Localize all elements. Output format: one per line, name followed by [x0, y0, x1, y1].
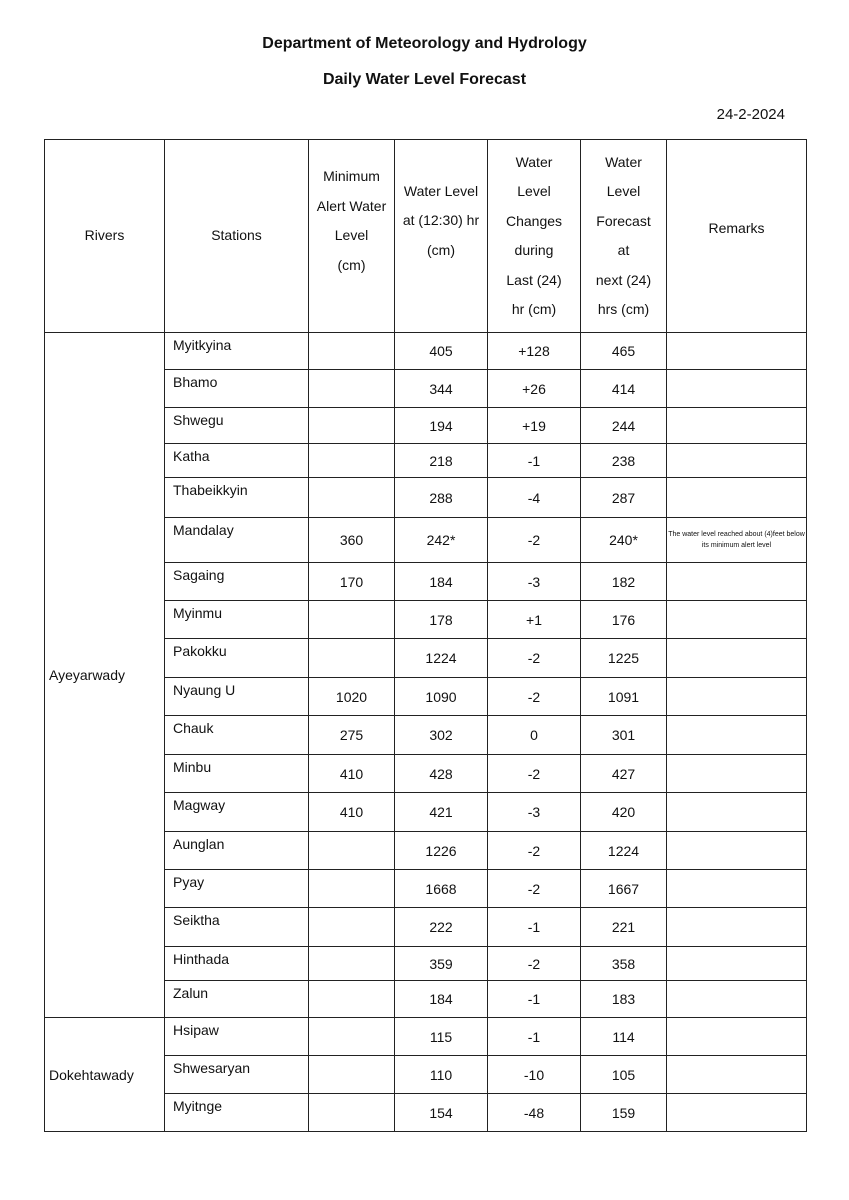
water-level-table [44, 139, 807, 1132]
min-alert-level: 275 [309, 716, 395, 755]
forecast-value: 420 [581, 793, 667, 832]
remark-text [667, 370, 807, 408]
station-name: Hsipaw [165, 1018, 309, 1056]
forecast-subtitle: Daily Water Level Forecast [322, 71, 527, 88]
level-change-value: -3 [488, 793, 581, 832]
header-line: hrs (cm) [597, 301, 650, 317]
header-water-level [395, 140, 488, 333]
level-change-value: -2 [488, 518, 581, 563]
water-level-value: 154 [395, 1094, 488, 1132]
station-name: Pakokku [165, 639, 309, 678]
min-alert-level: 1020 [309, 678, 395, 716]
header-line: at [617, 242, 630, 258]
station-name: Shwegu [165, 408, 309, 444]
level-change-value: -2 [488, 947, 581, 981]
station-name: Zalun [165, 981, 309, 1018]
forecast-value: 1224 [581, 832, 667, 870]
station-name: Pyay [165, 870, 309, 908]
min-alert-level [309, 408, 395, 444]
min-alert-level [309, 947, 395, 981]
forecast-value: 358 [581, 947, 667, 981]
river-name: Ayeyarwady [45, 333, 165, 1018]
header-line: Last (24) [506, 271, 562, 288]
level-change-value: -2 [488, 832, 581, 870]
remark-text [667, 716, 807, 755]
water-level-value: 222 [395, 908, 488, 947]
water-level-value: 1224 [395, 639, 488, 678]
forecast-value: 1225 [581, 639, 667, 678]
min-alert-level [309, 1018, 395, 1056]
header-rivers [45, 140, 165, 333]
forecast-value: 427 [581, 755, 667, 793]
header-line: Water [605, 153, 642, 170]
station-name: Bhamo [165, 370, 309, 408]
header-line: Level [606, 183, 641, 199]
water-level-value: 184 [395, 981, 488, 1018]
station-name: Minbu [165, 755, 309, 793]
remark-text [667, 563, 807, 601]
forecast-value: 182 [581, 563, 667, 601]
min-alert-level [309, 601, 395, 639]
forecast-value: 301 [581, 716, 667, 755]
station-name: Mandalay [165, 518, 309, 563]
water-level-value: 1090 [395, 678, 488, 716]
header-line: (cm) [337, 256, 366, 273]
forecast-value: 244 [581, 408, 667, 444]
water-level-value: 178 [395, 601, 488, 639]
header-line: Alert Water [316, 197, 387, 214]
min-alert-level [309, 370, 395, 408]
header-row [45, 140, 807, 333]
remark-text [667, 601, 807, 639]
forecast-value: 221 [581, 908, 667, 947]
water-level-value: 405 [395, 333, 488, 370]
forecast-value: 1667 [581, 870, 667, 908]
table-row [45, 1018, 807, 1056]
station-name: Aunglan [165, 832, 309, 870]
level-change-value: -1 [488, 1018, 581, 1056]
header-line: during [514, 242, 554, 258]
remark-text [667, 333, 807, 370]
min-alert-level: 360 [309, 518, 395, 563]
water-level-value: 428 [395, 755, 488, 793]
station-name: Katha [165, 444, 309, 478]
min-alert-level [309, 870, 395, 908]
header-remarks-label: Remarks [708, 220, 765, 237]
station-name: Shwesaryan [165, 1056, 309, 1094]
remark-text [667, 1094, 807, 1132]
level-change-value: -4 [488, 478, 581, 518]
remark-text [667, 947, 807, 981]
remark-text [667, 832, 807, 870]
water-level-value: 302 [395, 716, 488, 755]
header-line: Water [515, 153, 553, 170]
header-stations-label: Stations [211, 227, 262, 244]
water-level-value: 421 [395, 793, 488, 832]
level-change-value: -10 [488, 1056, 581, 1094]
header-line: Minimum [323, 168, 380, 184]
min-alert-level [309, 478, 395, 518]
level-change-value: -48 [488, 1094, 581, 1132]
remark-text [667, 408, 807, 444]
forecast-value: 105 [581, 1056, 667, 1094]
remark-text [667, 755, 807, 793]
water-level-value: 218 [395, 444, 488, 478]
forecast-value: 159 [581, 1094, 667, 1132]
remark-text [667, 908, 807, 947]
forecast-value: 465 [581, 333, 667, 370]
water-level-value: 110 [395, 1056, 488, 1094]
min-alert-level [309, 981, 395, 1018]
water-level-value: 242* [395, 518, 488, 563]
water-level-value: 344 [395, 370, 488, 408]
forecast-value: 240* [581, 518, 667, 563]
level-change-value: -2 [488, 870, 581, 908]
header-stations [165, 140, 309, 333]
forecast-value: 414 [581, 370, 667, 408]
header-line: Level [334, 227, 369, 243]
header-line: (cm) [427, 241, 455, 258]
remark-text [667, 678, 807, 716]
station-name: Thabeikkyin [165, 478, 309, 518]
level-change-value: -2 [488, 755, 581, 793]
forecast-value: 238 [581, 444, 667, 478]
min-alert-level [309, 908, 395, 947]
header-line: at (12:30) hr [402, 212, 480, 229]
min-alert-level: 170 [309, 563, 395, 601]
water-level-value: 1226 [395, 832, 488, 870]
header-changes [488, 140, 581, 333]
station-name: Myitnge [165, 1094, 309, 1132]
level-change-value: -3 [488, 563, 581, 601]
level-change-value: -2 [488, 639, 581, 678]
level-change-value: +19 [488, 408, 581, 444]
level-change-value: +128 [488, 333, 581, 370]
report-date: 24-2-2024 [716, 106, 785, 123]
remark-text [667, 478, 807, 518]
station-name: Myitkyina [165, 333, 309, 370]
header-line: Level [517, 183, 551, 199]
water-level-value: 1668 [395, 870, 488, 908]
station-name: Hinthada [165, 947, 309, 981]
header-remarks [667, 140, 807, 333]
station-name: Nyaung U [165, 678, 309, 716]
level-change-value: -2 [488, 678, 581, 716]
level-change-value: -1 [488, 444, 581, 478]
station-name: Myinmu [165, 601, 309, 639]
remark-text [667, 870, 807, 908]
min-alert-level [309, 333, 395, 370]
level-change-value: 0 [488, 716, 581, 755]
level-change-value: -1 [488, 908, 581, 947]
min-alert-level [309, 1056, 395, 1094]
header-line: next (24) [595, 271, 652, 288]
header-line: Forecast [596, 212, 651, 229]
station-name: Chauk [165, 716, 309, 755]
table-row [45, 333, 807, 370]
water-level-value: 359 [395, 947, 488, 981]
min-alert-level [309, 444, 395, 478]
water-level-value: 194 [395, 408, 488, 444]
remark-text [667, 1056, 807, 1094]
header-rivers-label: Rivers [84, 227, 125, 244]
river-name: Dokehtawady [45, 1018, 165, 1132]
station-name: Magway [165, 793, 309, 832]
header-line: Water Level [403, 182, 479, 199]
min-alert-level: 410 [309, 755, 395, 793]
forecast-value: 183 [581, 981, 667, 1018]
min-alert-level [309, 639, 395, 678]
level-change-value: +1 [488, 601, 581, 639]
header-forecast [581, 140, 667, 333]
level-change-value: -1 [488, 981, 581, 1018]
remark-text: The water level reached about (4)feet below its minimum alert level [667, 518, 807, 563]
forecast-value: 1091 [581, 678, 667, 716]
water-level-value: 115 [395, 1018, 488, 1056]
forecast-value: 176 [581, 601, 667, 639]
header-line: hr (cm) [511, 301, 557, 317]
header-line: Changes [505, 212, 563, 229]
water-level-value: 288 [395, 478, 488, 518]
water-level-value: 184 [395, 563, 488, 601]
station-name: Sagaing [165, 563, 309, 601]
station-name: Seiktha [165, 908, 309, 947]
header-min-alert [309, 140, 395, 333]
forecast-value: 287 [581, 478, 667, 518]
min-alert-level [309, 832, 395, 870]
min-alert-level: 410 [309, 793, 395, 832]
level-change-value: +26 [488, 370, 581, 408]
department-title: Department of Meteorology and Hydrology [262, 35, 587, 52]
remark-text [667, 444, 807, 478]
remark-text [667, 793, 807, 832]
min-alert-level [309, 1094, 395, 1132]
forecast-value: 114 [581, 1018, 667, 1056]
remark-text [667, 981, 807, 1018]
remark-text [667, 1018, 807, 1056]
remark-text [667, 639, 807, 678]
